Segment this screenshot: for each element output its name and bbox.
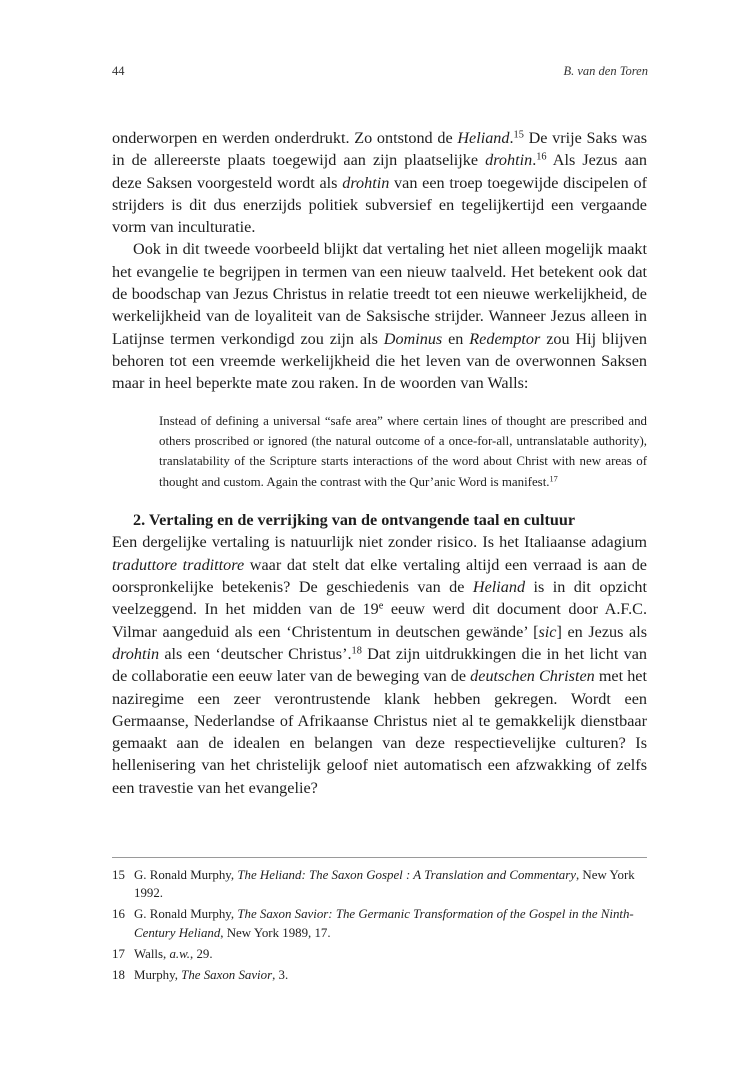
- paragraph-1: onderworpen en werden onderdrukt. Zo ontstond de Heliand.$^{15}$ De vrije Saks was in de allereerste plaats toegewijd aan zijn plaatselijke drohtin.$^{16}$ Als Jezus aan deze Saksen voorgesteld wordt als drohtin van een troep toegewijde discipelen of strijders is dit dus enerzijds politiek subversief en tegelijkertijd een vergaande vorm van inculturatie.: [112, 129, 647, 237]
- block-quote: Instead of defining a universal “safe area” where certain lines of thought are prescribed and others proscribed or ignored (the natural outcome of a once-for-all, untranslatable authority), translatability of the Scripture starts interactions of the word about Christ with new areas of thought and custom. Again the contrast with the Qur’anic Word is manifest.$^{17}$: [159, 413, 647, 489]
- footnote: 18 Murphy, The Saxon Savior, 3.: [112, 968, 289, 983]
- footnote-ref-15: 15: [513, 129, 524, 141]
- footnote: 17 Walls, a.w., 29.: [112, 946, 213, 961]
- paragraph-2: Ook in dit tweede voorbeeld blijkt dat vertaling het niet alleen mogelijk maakt het evangelie te begrijpen in termen van een nieuw taalveld. Het betekent ook dat de boodschap van Jezus Christus in relatie treedt tot een nieuwe werkelijkheid, de werkelijkheid van de loyaliteit van de Saksische strijder. Wanneer Jezus alleen in Latijnse termen verkondigd zou zijn als Dominus en Redemptor zou Hij blijven behoren tot een vreemde werkelijkheid die het leven van de overwonnen Saksen maar in heel beperkte mate zou raken. In de woorden van Walls:: [112, 240, 648, 393]
- running-head: B. van den Toren: [563, 64, 648, 78]
- page-number: 44: [112, 64, 125, 78]
- footnote-ref-18: 18: [351, 645, 362, 657]
- footnote-ref-16: 16: [536, 151, 547, 163]
- section-heading: 2. Vertaling en de verrijking van de ontvangende taal en cultuur: [133, 511, 576, 530]
- main-text: [112, 127, 647, 799]
- footnotes: [112, 866, 647, 987]
- footnote: 16 G. Ronald Murphy, The Saxon Savior: The Germanic Transformation of the Gospel in the Ninth-Century Heliand, New York 1989, 17.: [112, 907, 634, 940]
- footnote: 15 G. Ronald Murphy, The Heliand: The Saxon Gospel : A Translation and Commentary, New York 1992.: [112, 868, 635, 901]
- footnote-ref-17: 17: [549, 474, 558, 484]
- paragraph-3: Een dergelijke vertaling is natuurlijk niet zonder risico. Is het Italiaanse adagium traduttore tradittore waar dat stelt dat elke vertaling altijd een verraad is aan de oorspronkelijke betekenis? De geschiedenis van de Heliand is in dit opzicht veelzeggend. In het midden van de 19e eeuw werd dit document door A.F.C. Vilmar aangeduid als een ‘Christentum in deutschen gewände’ [sic] en Jezus als drohtin als een ‘deutscher Christus’.$^{18}$ Dat zijn uitdrukkingen die in het licht van de collaboratie een eeuw later van de beweging van de deutschen Christen met het naziregime een zeer verontrustende klank hebben gekregen. Wordt een Germaanse, Nederlandse of Afrikaanse Christus niet al te gemakkelijk dienstbaar gemaakt aan de idealen en belangen van deze respectievelijke culturen? Is hellenisering van het christelijk geloof niet automatisch een afzwakking of zelfs een travestie van het evangelie?: [112, 533, 648, 797]
- footnote-divider: [112, 857, 647, 858]
